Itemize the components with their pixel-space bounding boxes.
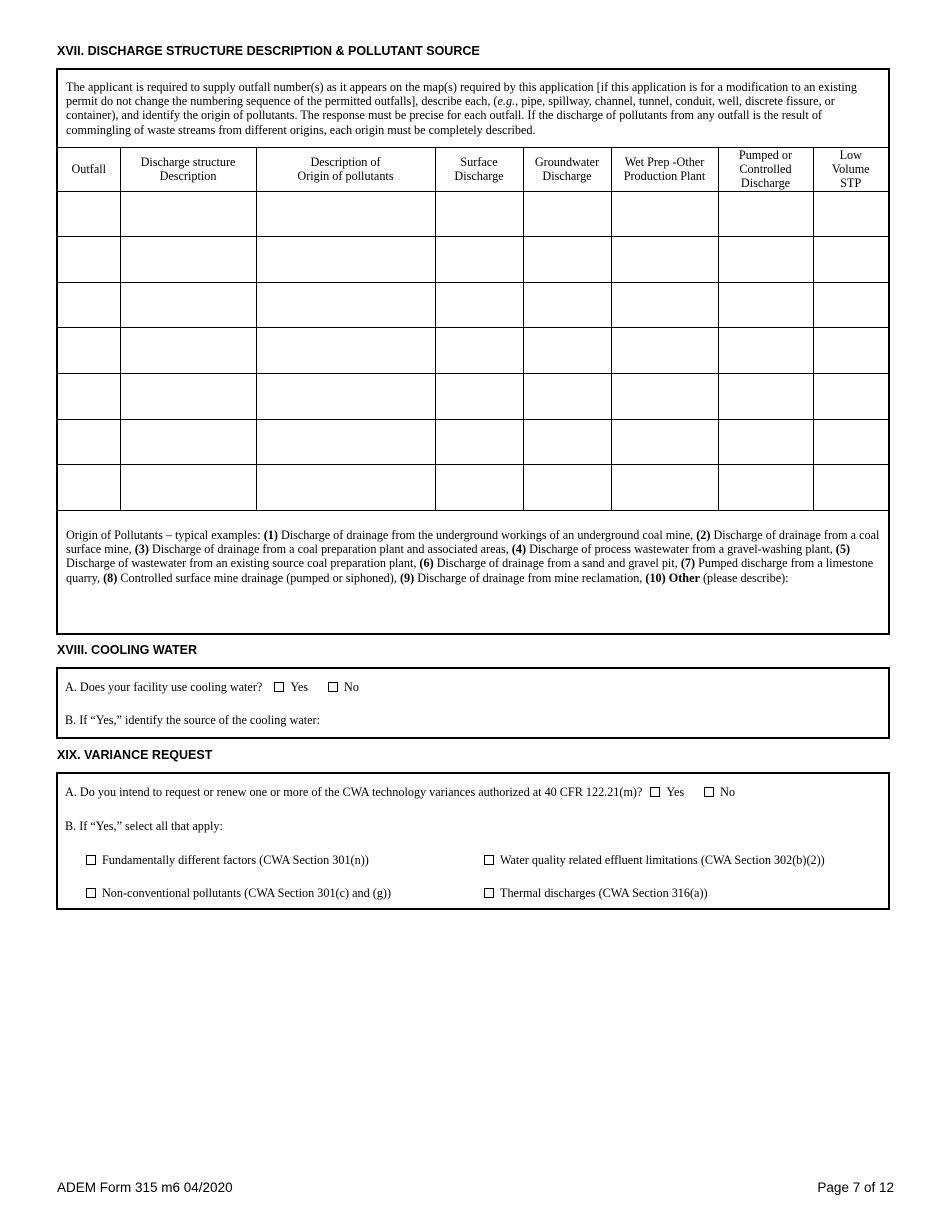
table-cell[interactable]: [611, 419, 718, 465]
table-cell[interactable]: [120, 237, 256, 283]
variance-question-label: A. Do you intend to request or renew one or more of the CWA technology variances authorized at 40 CFR 122.21(m)?: [65, 785, 643, 799]
cooling-water-question-b: [65, 713, 320, 727]
fundamentally-different-checkbox[interactable]: [86, 855, 96, 865]
variance-yes-checkbox[interactable]: [650, 787, 660, 797]
cooling-water-source-label: B. If “Yes,” identify the source of the cooling water:: [65, 713, 320, 727]
cooling-water-box: [56, 667, 890, 739]
table-cell[interactable]: [256, 237, 435, 283]
table-cell[interactable]: [718, 328, 813, 374]
cooling-water-yes-checkbox[interactable]: [274, 682, 284, 692]
table-cell[interactable]: [523, 373, 611, 419]
col-low-volume-stp: Low Volume STP: [813, 148, 888, 192]
table-cell[interactable]: [256, 373, 435, 419]
table-cell[interactable]: [256, 465, 435, 511]
table-cell[interactable]: [256, 419, 435, 465]
table-cell[interactable]: [611, 373, 718, 419]
table-cell[interactable]: [435, 191, 523, 237]
cooling-water-question-a: [65, 680, 359, 694]
origin-of-pollutants-examples: Origin of Pollutants – typical examples: (1) Discharge of drainage from the underground workings of an underground coal mine, (2) Discharge of drainage from a coal surface mine, (3) Discharge of drainage from a coal preparation plant and associated areas, (4) Discharge of process wastewater from a gravel-washing plant, (5) Discharge of wastewater from an existing source coal preparation plant, (6) Discharge of drainage from a sand and gravel pit, (7) Pumped discharge from a limestone quarry, (8) Controlled surface mine drainage (pumped or siphoned), (9) Discharge of drainage from mine reclamation, (10) Other (please describe):: [66, 528, 880, 585]
table-cell[interactable]: [58, 373, 120, 419]
table-cell[interactable]: [813, 465, 888, 511]
option-label: Non-conventional pollutants (CWA Section 301(c) and (g)): [102, 886, 392, 900]
table-header-row: [58, 148, 888, 192]
table-cell[interactable]: [435, 419, 523, 465]
section-17-title: XVII. DISCHARGE STRUCTURE DESCRIPTION & POLLUTANT SOURCE: [57, 44, 480, 58]
table-row: [58, 237, 888, 283]
table-cell[interactable]: [120, 191, 256, 237]
table-cell[interactable]: [58, 237, 120, 283]
variance-option-fundamentally-different[interactable]: [86, 853, 369, 867]
table-cell[interactable]: [523, 328, 611, 374]
table-cell[interactable]: [120, 328, 256, 374]
col-discharge-structure-description: Discharge structure Description: [120, 148, 256, 192]
table-cell[interactable]: [718, 373, 813, 419]
table-cell[interactable]: [523, 237, 611, 283]
variance-question-a: [65, 785, 735, 799]
col-surface-discharge: Surface Discharge: [435, 148, 523, 192]
outfall-table: [58, 147, 888, 511]
col-groundwater-discharge: Groundwater Discharge: [523, 148, 611, 192]
table-cell[interactable]: [120, 419, 256, 465]
table-cell[interactable]: [718, 282, 813, 328]
no-label: No: [344, 680, 359, 694]
table-cell[interactable]: [718, 465, 813, 511]
table-cell[interactable]: [813, 282, 888, 328]
page-number: Page 7 of 12: [817, 1180, 894, 1195]
table-cell[interactable]: [718, 237, 813, 283]
table-row: [58, 191, 888, 237]
table-cell[interactable]: [120, 282, 256, 328]
table-cell[interactable]: [611, 465, 718, 511]
table-row: [58, 419, 888, 465]
section-18-title: XVIII. COOLING WATER: [57, 643, 198, 657]
table-cell[interactable]: [256, 328, 435, 374]
cooling-water-no-checkbox[interactable]: [328, 682, 338, 692]
table-cell[interactable]: [611, 282, 718, 328]
col-wet-prep-production-plant: Wet Prep -Other Production Plant: [611, 148, 718, 192]
table-cell[interactable]: [611, 237, 718, 283]
yes-label: Yes: [666, 785, 685, 799]
table-cell[interactable]: [58, 282, 120, 328]
table-cell[interactable]: [523, 419, 611, 465]
variance-no-checkbox[interactable]: [704, 787, 714, 797]
table-cell[interactable]: [58, 191, 120, 237]
table-cell[interactable]: [523, 191, 611, 237]
table-row: [58, 465, 888, 511]
table-cell[interactable]: [435, 282, 523, 328]
variance-option-thermal[interactable]: [484, 886, 708, 900]
table-cell[interactable]: [120, 465, 256, 511]
table-cell[interactable]: [813, 373, 888, 419]
section-19-title: XIX. VARIANCE REQUEST: [57, 748, 213, 762]
form-number: ADEM Form 315 m6 04/2020: [57, 1180, 233, 1195]
table-row: [58, 282, 888, 328]
non-conventional-checkbox[interactable]: [86, 888, 96, 898]
option-label: Water quality related effluent limitations (CWA Section 302(b)(2)): [500, 853, 825, 867]
variance-option-water-quality[interactable]: [484, 853, 825, 867]
table-cell[interactable]: [611, 328, 718, 374]
table-cell[interactable]: [58, 419, 120, 465]
table-cell[interactable]: [813, 191, 888, 237]
table-row: [58, 328, 888, 374]
table-cell[interactable]: [58, 328, 120, 374]
table-cell[interactable]: [523, 282, 611, 328]
table-cell[interactable]: [813, 328, 888, 374]
table-cell[interactable]: [435, 373, 523, 419]
table-cell[interactable]: [523, 465, 611, 511]
variance-request-box: [56, 772, 890, 910]
table-cell[interactable]: [120, 373, 256, 419]
col-origin-of-pollutants: Description of Origin of pollutants: [256, 148, 435, 192]
cooling-water-question-label: A. Does your facility use cooling water?: [65, 680, 263, 694]
section-17-instructions: The applicant is required to supply outfall number(s) as it appears on the map(s) required by this application [if this application is for a modification to an existing permit do not change the numbering sequence of the permitted outfalls], describe each, (e.g., pipe, spillway, channel, tunnel, conduit, well, discrete fissure, or container), and identify the origin of pollutants. The response must be precise for each outfall. If the discharge of pollutants from any outfall is the result of commingling of waste streams from different origins, each origin must be completely described.: [66, 80, 857, 137]
thermal-checkbox[interactable]: [484, 888, 494, 898]
table-cell[interactable]: [813, 237, 888, 283]
table-cell[interactable]: [435, 328, 523, 374]
option-label: Fundamentally different factors (CWA Section 301(n)): [102, 853, 369, 867]
table-cell[interactable]: [611, 191, 718, 237]
table-cell[interactable]: [256, 282, 435, 328]
variance-option-non-conventional[interactable]: [86, 886, 391, 900]
table-cell[interactable]: [813, 419, 888, 465]
table-row: [58, 373, 888, 419]
variance-question-b: [65, 819, 223, 833]
table-cell[interactable]: [435, 237, 523, 283]
variance-select-label: B. If “Yes,” select all that apply:: [65, 819, 223, 833]
col-pumped-controlled-discharge: Pumped or Controlled Discharge: [718, 148, 813, 192]
water-quality-checkbox[interactable]: [484, 855, 494, 865]
table-cell[interactable]: [58, 465, 120, 511]
table-cell[interactable]: [256, 191, 435, 237]
table-cell[interactable]: [718, 419, 813, 465]
yes-label: Yes: [290, 680, 309, 694]
option-label: Thermal discharges (CWA Section 316(a)): [500, 886, 708, 900]
col-outfall: Outfall: [58, 148, 120, 192]
table-cell[interactable]: [435, 465, 523, 511]
discharge-structure-box: [56, 68, 890, 635]
table-cell[interactable]: [718, 191, 813, 237]
no-label: No: [720, 785, 736, 799]
